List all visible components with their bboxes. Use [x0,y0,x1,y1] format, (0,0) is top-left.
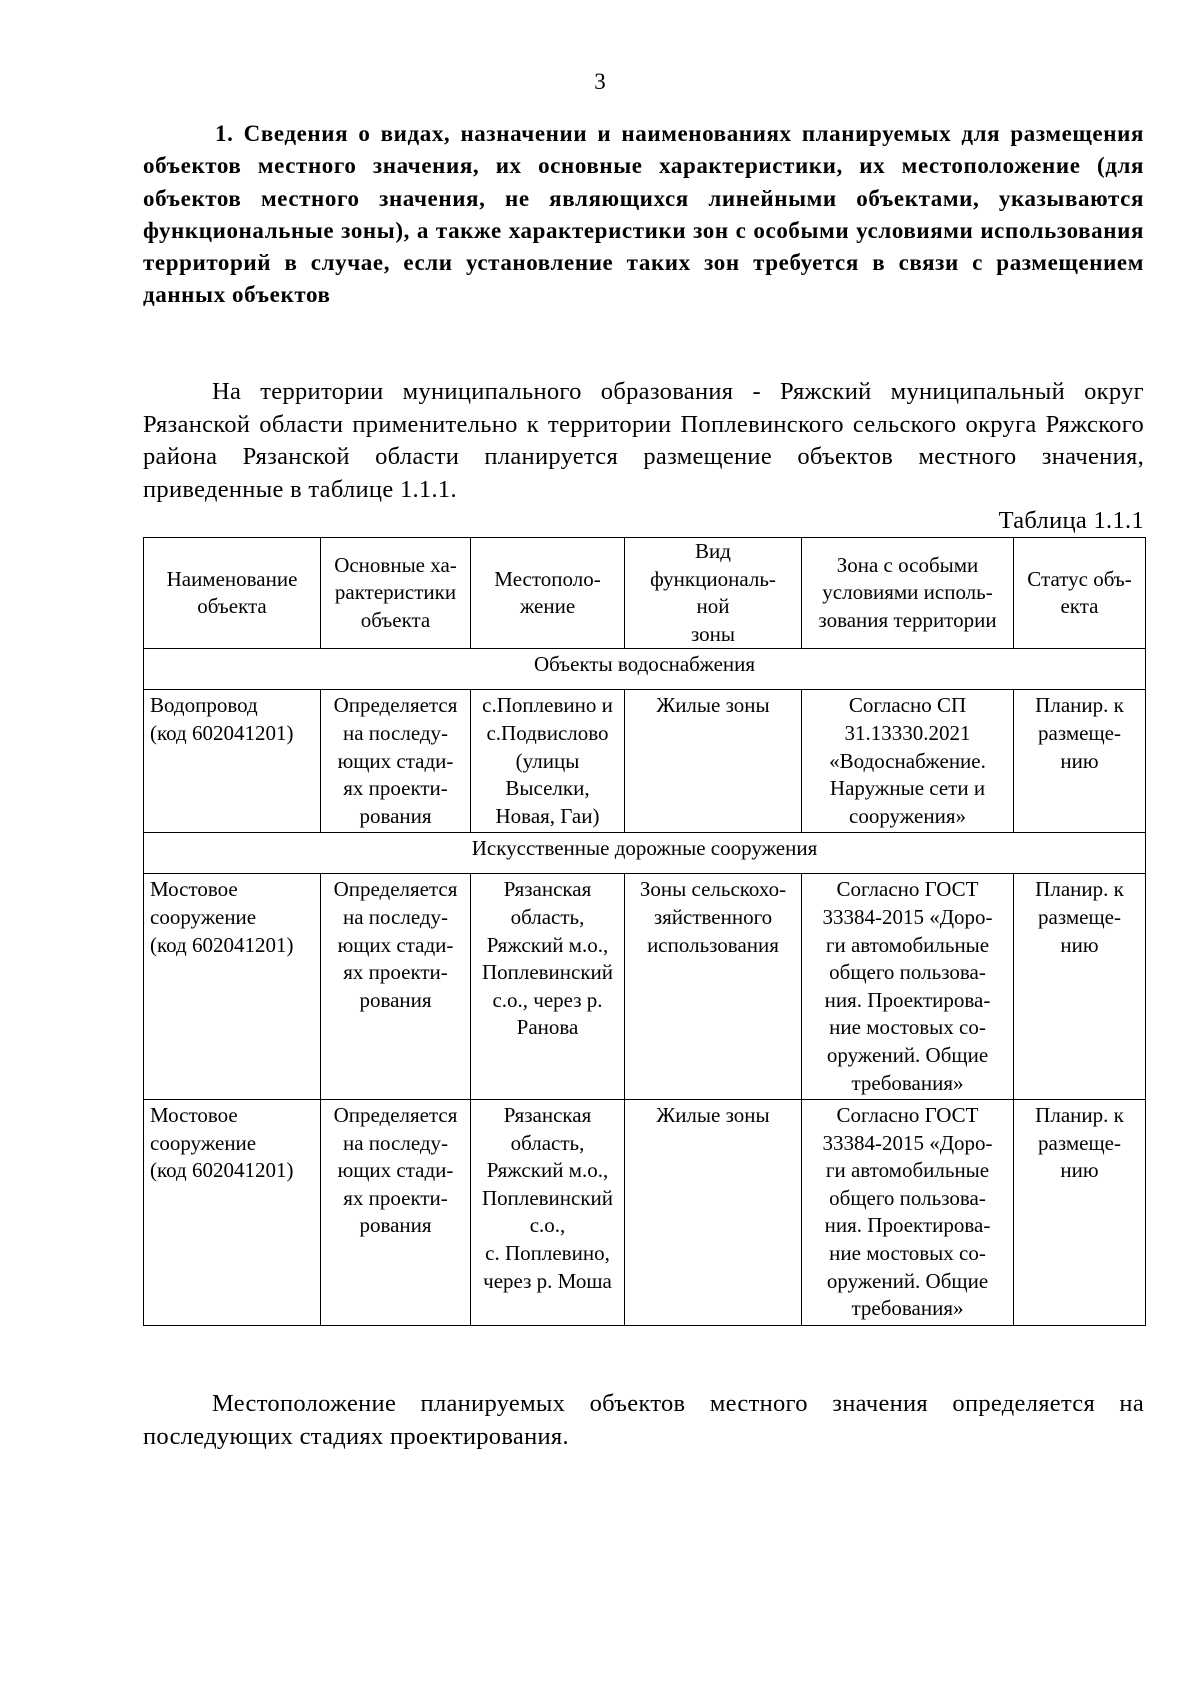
cell-special-zone: Согласно ГОСТ 33384-2015 «Доро- ги автомобильные общего пользова- ния. Проектирова- ние мостовых со- оружений. Общие требования» [802,1100,1014,1326]
objects-table [143,537,1146,1326]
table-caption: Таблица 1.1.1 [998,507,1144,534]
header-special-zone: Зона с особыми условиями исполь- зования территории [802,538,1014,649]
intro-paragraph: На территории муниципального образования - Ряжский муниципальный округ Рязанской области применительно к территории Поплевинского сельского округа Ряжского района Рязанской области планируется размещение объектов местного значения, приведенные в таблице 1.1.1. [143,378,1144,503]
header-location: Местополо- жение [471,538,625,649]
header-status: Статус объ- екта [1014,538,1146,649]
section-heading: 1. Сведения о видах, назначении и наименованиях планируемых для размещения объектов местного значения, их основные характеристики, их местоположение (для объектов местного значения, не являющихся линейными объектами, указываются функциональные зоны), а также характеристики зон с особыми условиями использования территорий в случае, если установление таких зон требуется в связи с размещением данных объектов [143,121,1144,308]
cell-location: Рязанская область, Ряжский м.о., Поплевинский с.о., с. Поплевино, через р. Моша [471,1100,625,1326]
cell-special-zone: Согласно ГОСТ 33384-2015 «Доро- ги автомобильные общего пользова- ния. Проектирова- ние мостовых со- оружений. Общие требования» [802,874,1014,1100]
table-body [144,649,1146,1325]
header-functional-zone: Вид функциональ- ной зоны [625,538,802,649]
cell-characteristics: Определяется на последу- ющих стади- ях проекти- рования [321,874,471,1100]
cell-characteristics: Определяется на последу- ющих стади- ях проекти- рования [321,1100,471,1326]
table-row [144,1100,1146,1326]
page-number: 3 [594,69,606,94]
cell-status: Планир. к размеще- нию [1014,690,1146,833]
cell-status: Планир. к размеще- нию [1014,874,1146,1100]
cell-location: Рязанская область, Ряжский м.о., Поплевинский с.о., через р. Ранова [471,874,625,1100]
cell-functional-zone: Зоны сельскохо- зяйственного использования [625,874,802,1100]
table-header-row [144,538,1146,649]
cell-characteristics: Определяется на последу- ющих стади- ях проекти- рования [321,690,471,833]
cell-name: Мостовое сооружение (код 602041201) [144,1100,321,1326]
section-title: Искусственные дорожные сооружения [144,833,1146,874]
table-row [144,874,1146,1100]
section-row [144,649,1146,690]
cell-status: Планир. к размеще- нию [1014,1100,1146,1326]
cell-location: с.Поплевино и с.Подвислово (улицы Выселки, Новая, Гаи) [471,690,625,833]
cell-name: Мостовое сооружение (код 602041201) [144,874,321,1100]
cell-functional-zone: Жилые зоны [625,690,802,833]
final-paragraph: Местоположение планируемых объектов местного значения определяется на последующих стадиях проектирования. [143,1390,1144,1450]
table-row [144,690,1146,833]
cell-special-zone: Согласно СП 31.13330.2021 «Водоснабжение. Наружные сети и сооружения» [802,690,1014,833]
cell-functional-zone: Жилые зоны [625,1100,802,1326]
section-row [144,833,1146,874]
section-title: Объекты водоснабжения [144,649,1146,690]
header-characteristics: Основные ха- рактеристики объекта [321,538,471,649]
header-name: Наименование объекта [144,538,321,649]
cell-name: Водопровод (код 602041201) [144,690,321,833]
